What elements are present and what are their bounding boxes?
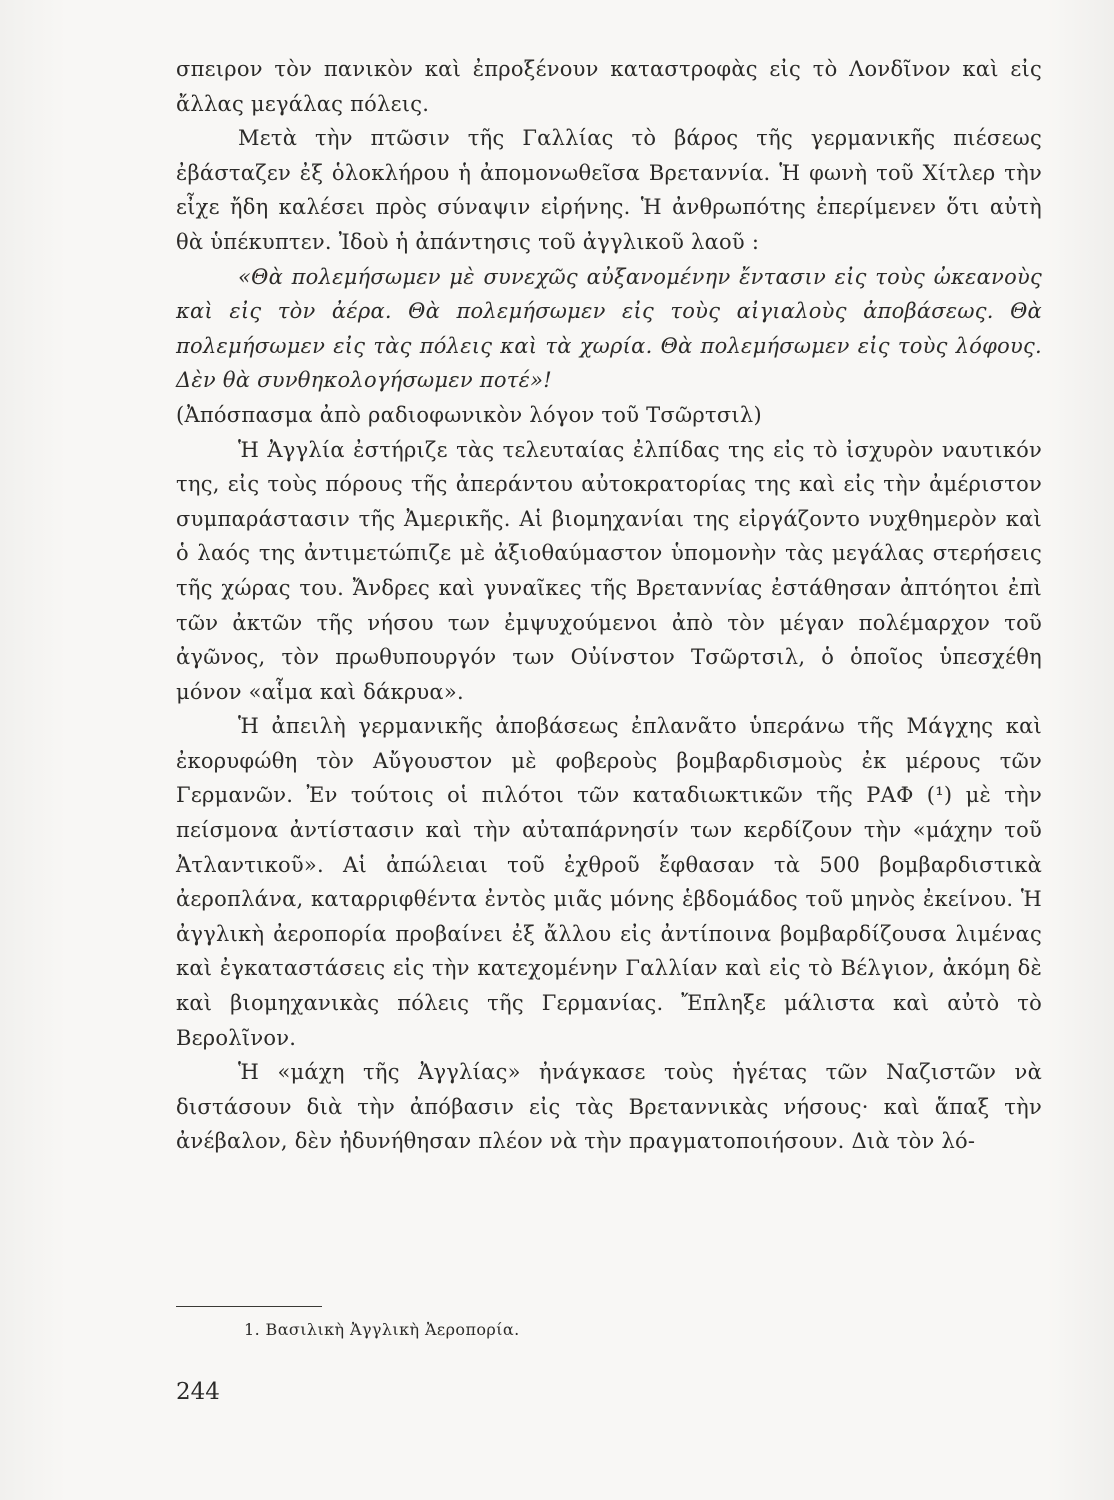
- footnote: 1. Βασιλικὴ Ἀγγλικὴ Ἀεροπορία.: [244, 1320, 520, 1339]
- paragraph-england-hopes: Ἡ Ἀγγλία ἐστήριζε τὰς τελευταίας ἐλπίδας της εἰς τὸ ἰσχυρὸν ναυτικόν της, εἰς τοὺς πόρους τῆς ἀπεράντου αὐτοκρατορίας της καὶ εἰς τὴν ἀμέριστον συμπαράστασιν τῆς Ἀμερικῆς. Αἱ βιομηχανίαι της εἰργάζοντο νυχθημερὸν καὶ ὁ λαός της ἀντιμετώπιζε μὲ ἀξιοθαύμαστον ὑπομονὴν τὰς μεγάλας στερήσεις τῆς χώρας του. Ἄνδρες καὶ γυναῖκες τῆς Βρεταννίας ἐστάθησαν ἀπτόητοι ἐπὶ τῶν ἀκτῶν τῆς νήσου των ἐμψυχούμενοι ἀπὸ τὸν μέγαν πολέμαρχον τοῦ ἀγῶνος, τὸν πρωθυπουργόν των Οὐίνστον Τσῶρτσιλ, ὁ ὁποῖος ὑπεσχέθη μόνον «αἷμα καὶ δάκρυα».: [176, 437, 1042, 704]
- quote-source: (Ἀπόσπασμα ἀπὸ ραδιοφωνικὸν λόγον τοῦ Τσῶρτσιλ): [176, 402, 762, 427]
- body-text: [176, 52, 1042, 1159]
- paragraph-battle-of-britain: Ἡ «μάχη τῆς Ἀγγλίας» ἠνάγκασε τοὺς ἡγέτας τῶν Ναζιστῶν νὰ διστάσουν διὰ τὴν ἀπόβασιν εἰς τὰς Βρεταννικὰς νήσους· καὶ ἅπαξ τὴν ἀνέβαλον, δὲν ἠδυνήθησαν πλέον νὰ τὴν πραγματοποιήσουν. Διὰ τὸν λό-: [176, 1060, 1042, 1154]
- churchill-quote: «Θὰ πολεμήσωμεν μὲ συνεχῶς αὐξανομένην ἔντασιν εἰς τοὺς ὠκεανοὺς καὶ εἰς τὸν ἀέρα. Θὰ πολεμήσωμεν εἰς τοὺς αἰγιαλοὺς ἀποβάσεως. Θὰ πολεμήσωμεν εἰς τὰς πόλεις καὶ τὰ χωρία. Θὰ πολεμήσωμεν εἰς τοὺς λόφους. Δὲν θὰ συνθηκολογήσωμεν ποτέ»!: [176, 264, 1042, 393]
- footnote-divider: [176, 1306, 322, 1307]
- paragraph-continuation: σπειρον τὸν πανικὸν καὶ ἐπροξένουν καταστροφὰς εἰς τὸ Λονδῖνον καὶ εἰς ἄλλας μεγάλας πόλεις.: [176, 57, 1042, 116]
- paragraph-invasion-threat: Ἡ ἀπειλὴ γερμανικῆς ἀποβάσεως ἐπλανᾶτο ὑπεράνω τῆς Μάγχης καὶ ἐκορυφώθη τὸν Αὔγουστον μὲ φοβεροὺς βομβαρδισμοὺς ἐκ μέρους τῶν Γερμανῶν. Ἐν τούτοις οἱ πιλότοι τῶν καταδιωκτικῶν τῆς ΡΑΦ (¹) μὲ τὴν πείσμονα ἀντίστασιν καὶ τὴν αὐταπάρνησίν των κερδίζουν τὴν «μάχην τοῦ Ἀτλαντικοῦ». Αἱ ἀπώλειαι τοῦ ἐχθροῦ ἔφθασαν τὰ 500 βομβαρδιστικὰ ἀεροπλάνα, καταρριφθέντα ἐντὸς μιᾶς μόνης ἑβδομάδος τοῦ μηνὸς ἐκείνου. Ἡ ἀγγλικὴ ἀεροπορία προβαίνει ἐξ ἄλλου εἰς ἀντίποινα βομβαρδίζουσα λιμένας καὶ ἐγκαταστάσεις εἰς τὴν κατεχομένην Γαλλίαν καὶ εἰς τὸ Βέλγιον, ἀκόμη δὲ καὶ βιομηχανικὰς πόλεις τῆς Γερμανίας. Ἔπληξε μάλιστα καὶ αὐτὸ τὸ Βερολῖνον.: [176, 714, 1042, 1050]
- paragraph-fall-of-france: Μετὰ τὴν πτῶσιν τῆς Γαλλίας τὸ βάρος τῆς γερμανικῆς πιέσεως ἐβάσταζεν ἐξ ὁλοκλήρου ἡ ἀπομονωθεῖσα Βρεταννία. Ἡ φωνὴ τοῦ Χίτλερ τὴν εἶχε ἤδη καλέσει πρὸς σύναψιν εἰρήνης. Ἡ ἀνθρωπότης ἐπερίμενεν ὅτι αὐτὴ θὰ ὑπέκυπτεν. Ἰδοὺ ἡ ἀπάντησις τοῦ ἀγγλικοῦ λαοῦ :: [176, 126, 1042, 254]
- page-number: 244: [176, 1379, 220, 1405]
